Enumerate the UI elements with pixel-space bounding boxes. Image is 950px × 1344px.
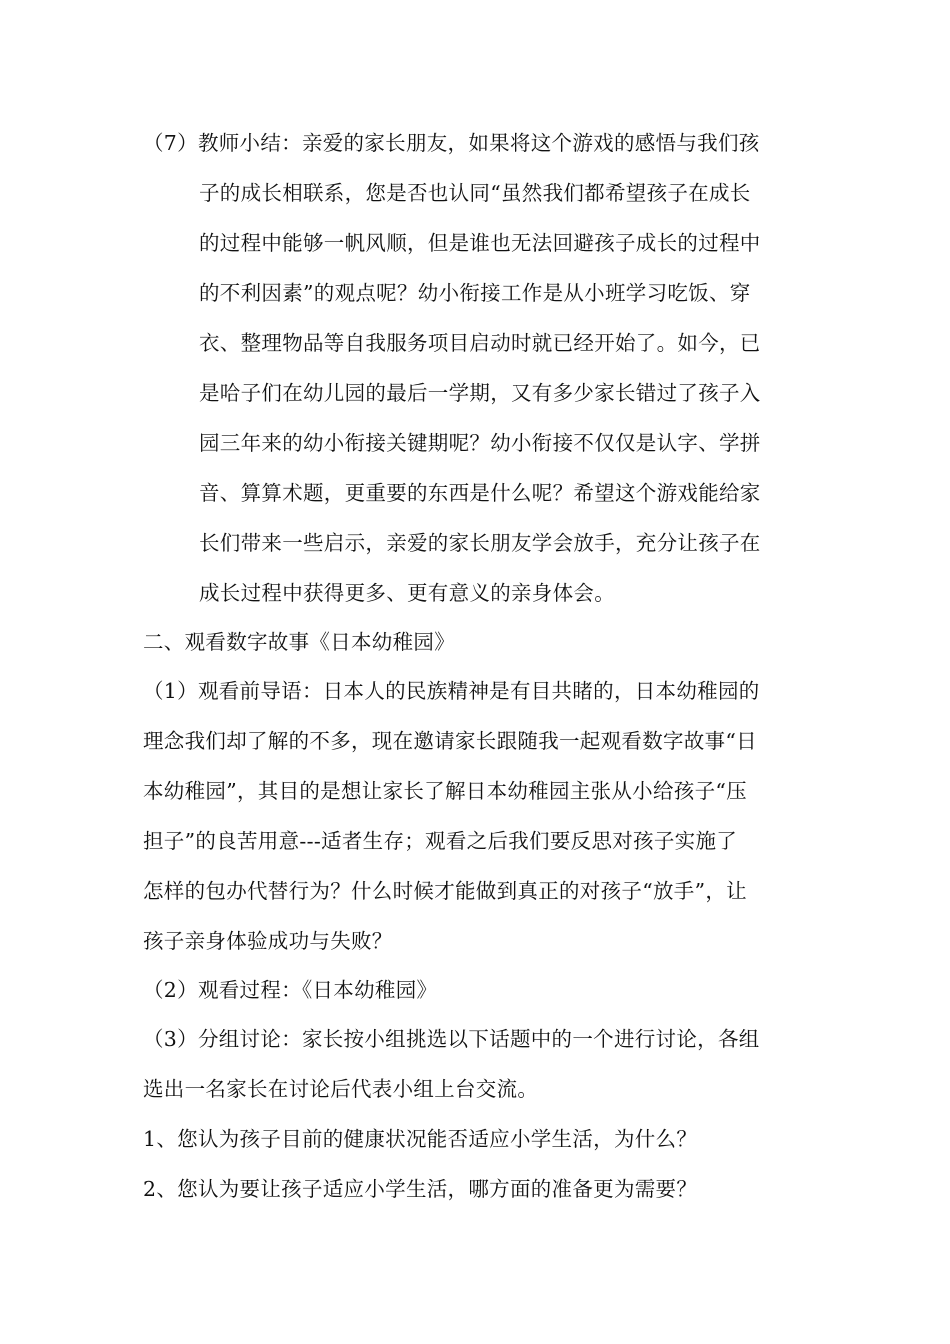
section-7-line-4: 的不利因素”的观点呢？幼小衔接工作是从小班学习吃饭、穿	[199, 281, 751, 305]
intro-line-1: （1）观看前导语：日本人的民族精神是有目共睹的，日本幼稚园的	[143, 679, 760, 703]
section-7-line-7: 园三年来的幼小衔接关键期呢？幼小衔接不仅仅是认字、学拼	[199, 431, 761, 455]
intro-line-5: 怎样的包办代替行为？什么时候才能做到真正的对孩子“放手”，让	[143, 879, 747, 903]
section-7-line-5: 衣、整理物品等自我服务项目启动时就已经开始了。如今，已	[199, 331, 761, 355]
process-line: （2）观看过程：《日本幼稚园》	[143, 978, 438, 1002]
discussion-line-1: （3）分组讨论：家长按小组挑选以下话题中的一个进行讨论，各组	[143, 1027, 760, 1051]
section-7-line-6: 是哈子们在幼儿园的最后一学期，又有多少家长错过了孩子入	[199, 381, 761, 405]
section-7-line-2: 子的成长相联系，您是否也认同“虽然我们都希望孩子在成长	[199, 181, 751, 205]
section-7-line-1: （7）教师小结：亲爱的家长朋友，如果将这个游戏的感悟与我们孩	[143, 131, 760, 155]
section-heading: 二、观看数字故事《日本幼稚园》	[143, 630, 455, 654]
intro-line-6: 孩子亲身体验成功与失败？	[143, 929, 393, 953]
section-7-line-8: 音、算算术题，更重要的东西是什么呢？希望这个游戏能给家	[199, 481, 761, 505]
intro-line-2: 理念我们却了解的不多，现在邀请家长跟随我一起观看数字故事“日	[143, 729, 757, 753]
section-7-line-10: 成长过程中获得更多、更有意义的亲身体会。	[199, 581, 615, 605]
intro-line-3: 本幼稚园”，其目的是想让家长了解日本幼稚园主张从小给孩子“压	[143, 779, 747, 803]
intro-line-4: 担子”的良苦用意---适者生存；观看之后我们要反思对孩子实施了	[143, 829, 738, 853]
discussion-line-2: 选出一名家长在讨论后代表小组上台交流。	[143, 1077, 539, 1101]
section-7-line-9: 长们带来一些启示，亲爱的家长朋友学会放手，充分让孩子在	[199, 531, 761, 555]
question-2: 2、您认为要让孩子适应小学生活，哪方面的准备更为需要？	[143, 1177, 698, 1201]
section-7-line-3: 的过程中能够一帆风顺，但是谁也无法回避孩子成长的过程中	[199, 231, 761, 255]
question-1: 1、您认为孩子目前的健康状况能否适应小学生活，为什么？	[143, 1127, 698, 1151]
